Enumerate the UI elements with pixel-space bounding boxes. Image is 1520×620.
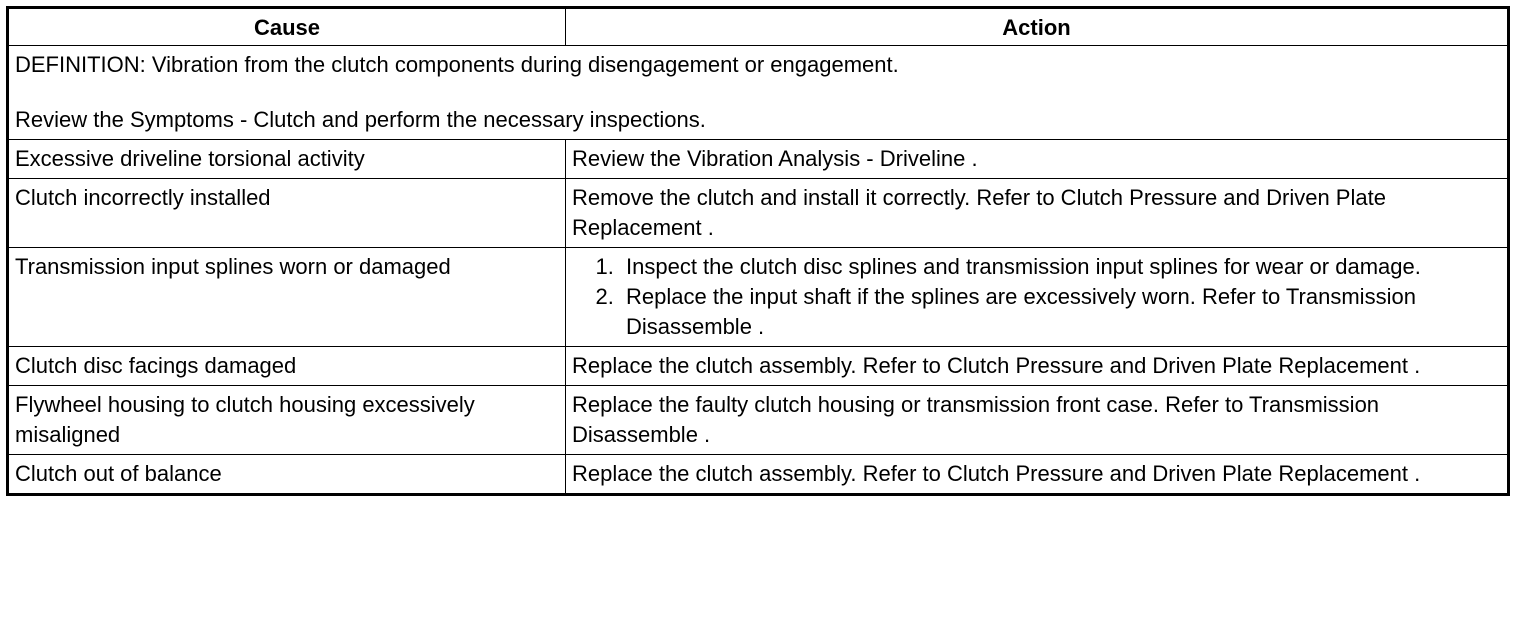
table-row	[8, 248, 1509, 347]
action-step: 1. Inspect the clutch disc splines and transmission input splines for wear or damage.	[620, 252, 1501, 282]
definition-row	[8, 46, 1509, 140]
cause-cell: Clutch incorrectly installed	[8, 179, 566, 248]
table-row	[8, 140, 1509, 179]
cause-cell: Clutch out of balance	[8, 455, 566, 495]
review-text: Review the Symptoms - Clutch and perform the necessary inspections.	[15, 107, 706, 132]
definition-cell	[8, 46, 1509, 140]
header-row	[8, 8, 1509, 46]
action-cell: Review the Vibration Analysis - Driveline .	[566, 140, 1509, 179]
action-header: Action	[566, 8, 1509, 46]
cause-cell: Excessive driveline torsional activity	[8, 140, 566, 179]
cause-cell: Clutch disc facings damaged	[8, 347, 566, 386]
table-row	[8, 455, 1509, 495]
table-row	[8, 179, 1509, 248]
cause-cell: Flywheel housing to clutch housing excessively misaligned	[8, 386, 566, 455]
action-cell: Replace the clutch assembly. Refer to Clutch Pressure and Driven Plate Replacement .	[566, 455, 1509, 495]
cause-cell: Transmission input splines worn or damaged	[8, 248, 566, 347]
table-row	[8, 347, 1509, 386]
cause-header: Cause	[8, 8, 566, 46]
action-step: 2. Replace the input shaft if the splines are excessively worn. Refer to Transmission Disassemble .	[620, 282, 1501, 342]
action-cell: Replace the faulty clutch housing or transmission front case. Refer to Transmission Disassemble .	[566, 386, 1509, 455]
definition-text: DEFINITION: Vibration from the clutch components during disengagement or engagement.	[15, 52, 899, 77]
action-cell: Replace the clutch assembly. Refer to Clutch Pressure and Driven Plate Replacement .	[566, 347, 1509, 386]
action-steps-list	[572, 252, 1501, 342]
action-cell	[566, 248, 1509, 347]
table-row	[8, 386, 1509, 455]
action-cell: Remove the clutch and install it correctly. Refer to Clutch Pressure and Driven Plate Replacement .	[566, 179, 1509, 248]
diagnostic-table	[6, 6, 1510, 496]
